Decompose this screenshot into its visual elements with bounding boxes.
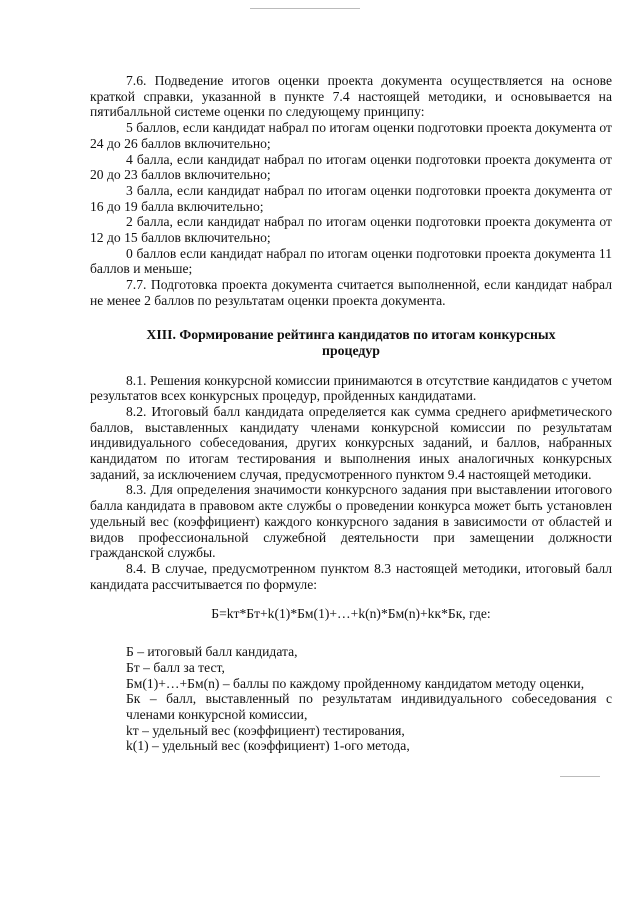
paragraph-7-7: 7.7. Подготовка проекта документа считается выполненной, если кандидат набрал не менее 2 баллов по результатам оценки проекта документа. — [90, 277, 612, 308]
document-body — [90, 73, 612, 754]
scan-artifact-top — [250, 8, 360, 9]
formula-legend — [90, 644, 612, 754]
grade-0-rule: 0 баллов если кандидат набрал по итогам оценки подготовки проекта документа 11 баллов и меньше; — [90, 245, 612, 277]
legend-item: Бк – балл, выставленный по результатам индивидуального собеседования с членами конкурсной комиссии, — [126, 691, 612, 722]
grade-4-rule: 4 балла, если кандидат набрал по итогам оценки подготовки проекта документа от 20 до 23 баллов включительно; — [90, 151, 612, 183]
scan-artifact-bottom — [560, 776, 600, 777]
legend-item: Бм(1)+…+Бм(n) – баллы по каждому пройденному кандидатом методу оценки, — [126, 675, 585, 691]
paragraph-8-2: 8.2. Итоговый балл кандидата определяется как сумма среднего арифметического баллов, выставленных кандидату членами конкурсной комиссии по результатам индивидуального собеседования, других конкурсных заданий, и баллов, набранных кандидатом по итогам тестирования и выполнения иных аналогичных конкурсных заданий, за исключением случая, предусмотренного пунктом 9.4 настоящей методики. — [90, 403, 612, 482]
paragraph-8-4: 8.4. В случае, предусмотренном пунктом 8.3 настоящей методики, итоговый балл кандидата рассчитывается по формуле: — [90, 560, 612, 592]
section-13-heading: XIII. Формирование рейтинга кандидатов по итогам конкурсных процедур — [146, 326, 556, 358]
paragraph-7-6: 7.6. Подведение итогов оценки проекта документа осуществляется на основе краткой справки, указанной в пункте 7.4 настоящей методики, и основывается на пятибалльной системе оценки по следующему принципу: — [90, 73, 612, 120]
legend-item: k(1) – удельный вес (коэффициент) 1-ого метода, — [126, 738, 410, 754]
grade-2-rule: 2 балла, если кандидат набрал по итогам оценки подготовки проекта документа от 12 до 15 баллов включительно; — [90, 214, 612, 246]
legend-item: Бт – балл за тест, — [126, 659, 225, 675]
legend-item: Б – итоговый балл кандидата, — [126, 644, 298, 660]
grade-3-rule: 3 балла, если кандидат набрал по итогам оценки подготовки проекта документа от 16 до 19 балла включительно; — [90, 182, 612, 214]
grade-5-rule: 5 баллов, если кандидат набрал по итогам оценки подготовки проекта документа от 24 до 26 баллов включительно; — [90, 120, 612, 151]
legend-item: kт – удельный вес (коэффициент) тестирования, — [126, 722, 405, 738]
rating-formula: Б=kт*Бт+k(1)*Бм(1)+…+k(n)*Бм(n)+kк*Бк, где: — [211, 606, 491, 622]
paragraph-8-1: 8.1. Решения конкурсной комиссии принимаются в отсутствие кандидатов с учетом результатов всех конкурсных процедур, пройденных кандидатами. — [90, 372, 612, 404]
paragraph-8-3: 8.3. Для определения значимости конкурсного задания при выставлении итогового балла кандидата в правовом акте службы о проведении конкурса может быть установлен удельный вес (коэффициент) каждого конкурсного задания в зависимости от областей и видов профессиональной служебной деятельности при замещении должности гражданской службы. — [90, 482, 612, 561]
